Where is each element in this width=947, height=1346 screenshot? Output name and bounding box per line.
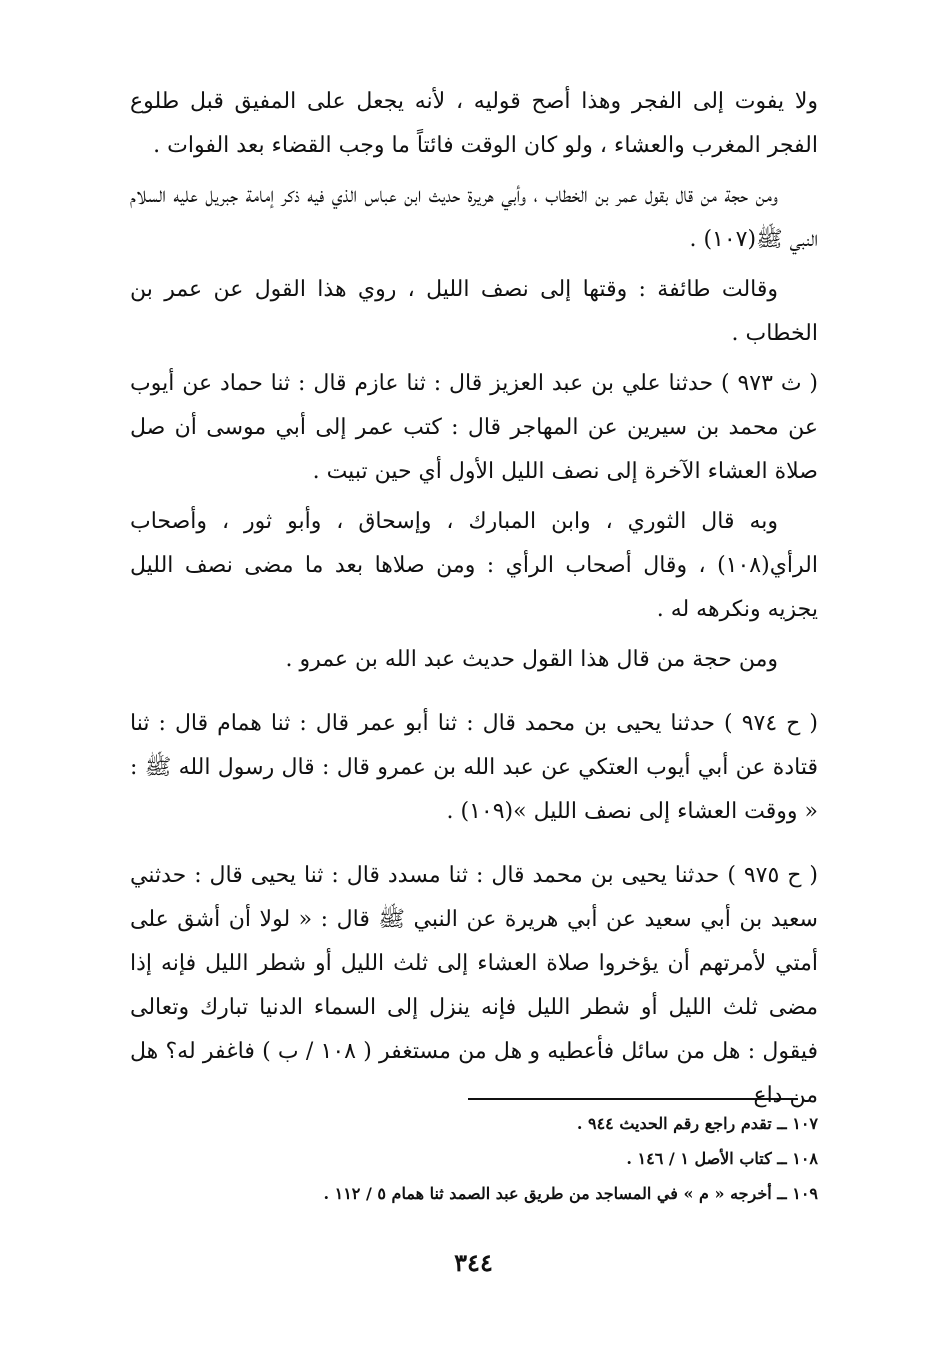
footnotes [130,1106,818,1211]
page-number: ٣٤٤ [454,1248,493,1277]
paragraph-2: ومن حجة من قال بقول عمر بن الخطاب ، وأبي هريرة حديث ابن عباس الذي فيه ذكر إمامة جبريل عليه السلام النبي ﷺ(١٠٧) . [130,183,818,252]
footnote-109: ١٠٩ ــ أخرجه « م » في المساجد من طريق عبد الصمد ثنا همام ٥ / ١١٢ . [323,1184,818,1203]
paragraph-5: وبه قال الثوري ، وابن المبارك ، وإسحاق ، وأبو ثور ، وأصحاب الرأي(١٠٨) ، وقال أصحاب الرأي : ومن صلاها بعد ما مضى نصف الليل يجزيه ونكرهه له . [130,509,818,622]
footnote-divider [468,1098,798,1100]
paragraph-7-hadith-974: ( ح ٩٧٤ ) حدثنا يحيى بن محمد قال : ثنا أبو عمر قال : ثنا همام قال : ثنا قتادة عن أبي أيوب العتكي عن عبد الله بن عمرو قال : قال رسول الله ﷺ : « ووقت العشاء إلى نصف الليل »(١٠٩) . [130,711,818,824]
footnote-108: ١٠٨ ــ كتاب الأصل ١ / ١٤٦ . [626,1149,818,1168]
paragraph-1: ولا يفوت إلى الفجر وهذا أصح قوليه ، لأنه يجعل على المفيق قبل طلوع الفجر المغرب والعشاء ، ولو كان الوقت فائتاً ما وجب القضاء بعد الفوات . [130,89,818,158]
paragraph-4-hadith-973: ( ث ٩٧٣ ) حدثنا علي بن عبد العزيز قال : ثنا عازم قال : ثنا حماد عن أيوب عن محمد بن سيرين عن المهاجر قال : كتب عمر إلى أبي موسى أن صل صلاة العشاء الآخرة إلى نصف الليل الأول أي حين تبيت . [130,371,818,484]
paragraph-3: وقالت طائفة : وقتها إلى نصف الليل ، روي هذا القول عن عمر بن الخطاب . [130,277,818,346]
main-text [130,80,818,1124]
footnote-107: ١٠٧ ــ تقدم راجع رقم الحديث ٩٤٤ . [576,1114,818,1133]
paragraph-8-hadith-975: ( ح ٩٧٥ ) حدثنا يحيى بن محمد قال : ثنا مسدد قال : ثنا يحيى قال : حدثني سعيد بن أبي سعيد عن أبي هريرة عن النبي ﷺ قال : « لولا أن أشق على أمتي لأمرتهم أن يؤخروا صلاة العشاء إلى ثلث الليل أو شطر الليل فإنه إذا مضى ثلث الليل أو شطر الليل فإنه ينزل إلى السماء الدنيا تبارك وتعالى فيقول : هل من سائل فأعطيه و هل من مستغفر ( ١٠٨ / ب ) فاغفر له؟ هل من داع [130,863,818,1108]
paragraph-6: ومن حجة من قال هذا القول حديث عبد الله بن عمرو . [285,647,778,672]
